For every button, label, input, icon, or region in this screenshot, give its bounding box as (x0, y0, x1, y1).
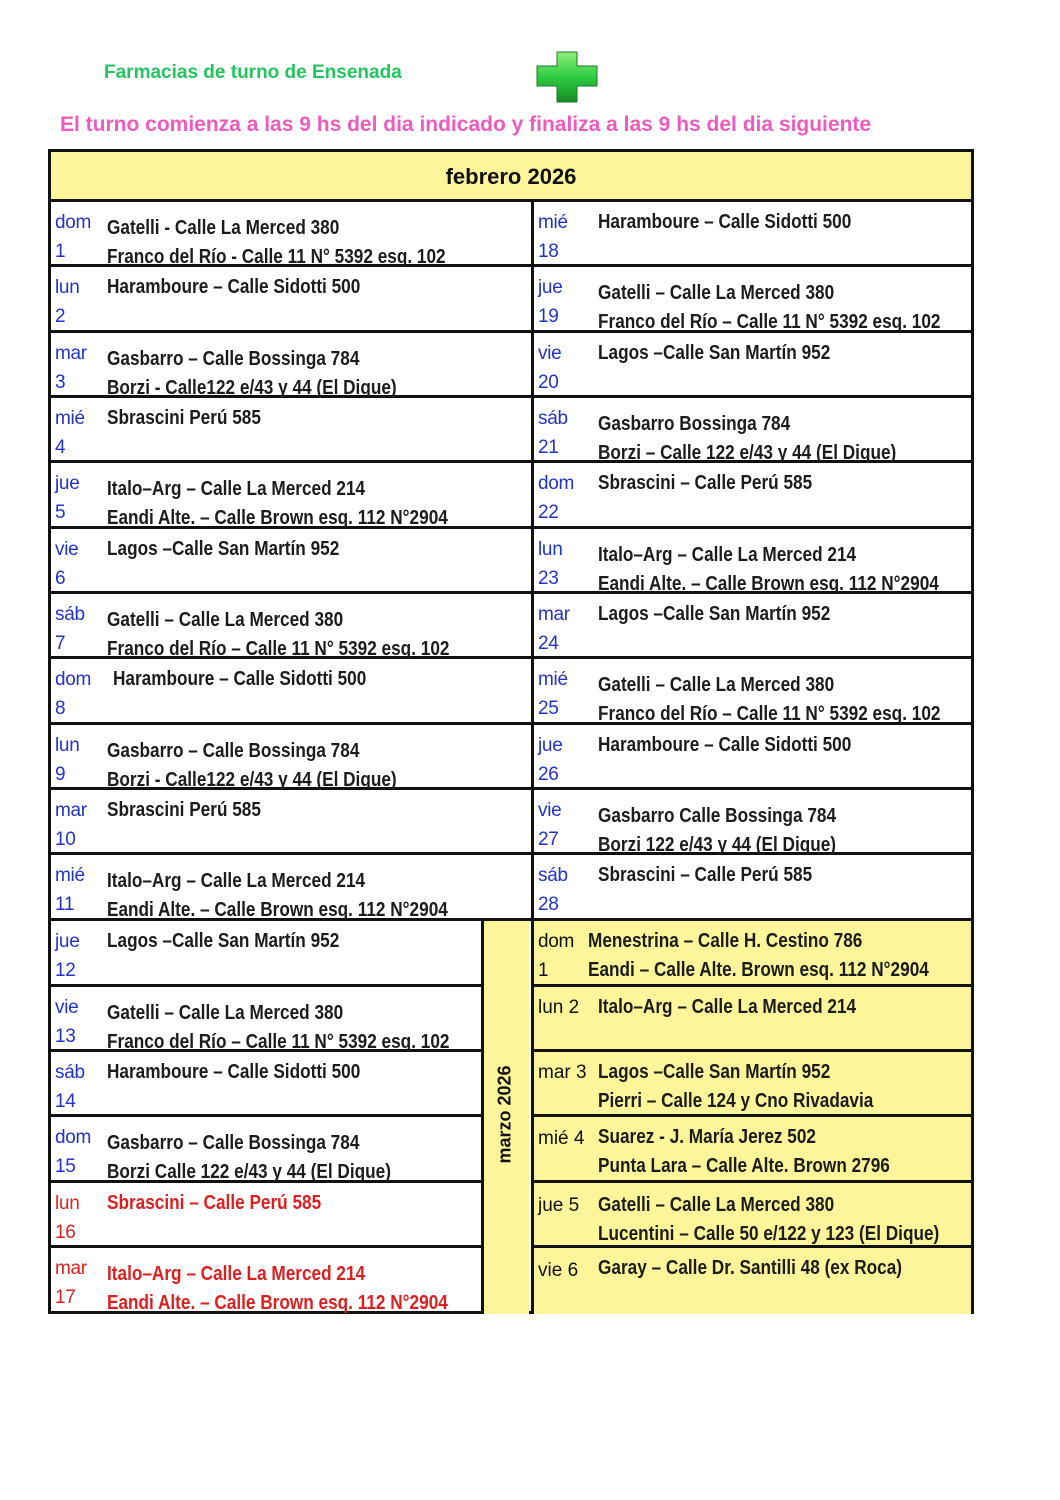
day-cell (534, 529, 971, 594)
day-cell (534, 594, 971, 659)
pharmacy-line: Sbrascini – Calle Perú 585 (598, 472, 813, 494)
marzo-day-cell (534, 1183, 971, 1248)
pharmacy-line: Gatelli – Calle La Merced 380 (107, 1002, 344, 1024)
day-cell (51, 790, 531, 855)
pharmacy-line: Sbrascini Perú 585 (107, 799, 261, 821)
day-label: vie 13 (55, 997, 79, 1047)
pharmacy-line: Italo–Arg – Calle La Merced 214 (598, 996, 857, 1018)
pharmacy-line: Italo–Arg – Calle La Merced 214 (107, 478, 366, 500)
day-cell (534, 659, 971, 725)
day-label: dom 22 (538, 473, 575, 523)
pharmacy-line: Borzi - Calle122 e/43 y 44 (El Dique) (107, 769, 397, 791)
day-cell (51, 1117, 481, 1183)
day-label: sáb 14 (55, 1062, 85, 1112)
pharmacy-line: Lagos –Calle San Martín 952 (107, 930, 340, 952)
pharmacy-line: Italo–Arg – Calle La Merced 214 (107, 1263, 366, 1285)
day-label: mar 10 (55, 800, 87, 850)
marzo-day-cell (534, 1052, 971, 1117)
day-label: vie 20 (538, 343, 562, 393)
schedule-table (48, 149, 974, 1314)
pharmacy-line: Borzi - Calle122 e/43 y 44 (El Dique) (107, 377, 397, 399)
marzo-day-cell (534, 921, 971, 987)
day-label: vie 6 (55, 539, 79, 589)
day-label: vie 6 (538, 1260, 579, 1281)
day-cell (51, 1052, 481, 1117)
day-cell (534, 855, 971, 921)
day-cell (534, 463, 971, 529)
day-label: sáb 28 (538, 865, 568, 915)
pharmacy-line: Gasbarro – Calle Bossinga 784 (107, 740, 360, 762)
day-label: lun 16 (55, 1193, 80, 1243)
column-divider (481, 921, 484, 1314)
pharmacy-line: Lagos –Calle San Martín 952 (598, 603, 831, 625)
page-title: Farmacias de turno de Ensenada (104, 62, 402, 83)
marzo-day-cell (534, 1248, 971, 1314)
pharmacy-line: Gasbarro – Calle Bossinga 784 (107, 1132, 360, 1154)
day-cell-holiday (51, 1183, 481, 1248)
day-cell (51, 463, 531, 529)
pharmacy-line: Lucentini – Calle 50 e/122 y 123 (El Dique) (598, 1223, 940, 1245)
day-cell (51, 725, 531, 790)
marzo-day-cell (534, 987, 971, 1052)
pharmacy-line: Sbrascini Perú 585 (107, 407, 261, 429)
pharmacy-line: Gasbarro – Calle Bossinga 784 (107, 348, 360, 370)
pharmacy-line: Borzi – Calle 122 e/43 y 44 (El Dique) (598, 442, 897, 464)
day-cell (534, 202, 971, 267)
pharmacy-line: Franco del Río – Calle 11 N° 5392 esq. 102 (598, 311, 941, 333)
pharmacy-line: Gatelli – Calle La Merced 380 (598, 1194, 835, 1216)
pharmacy-line: Menestrina – Calle H. Cestino 786 (588, 930, 863, 952)
marzo-day-cell (534, 1117, 971, 1183)
pharmacy-line: Gasbarro Bossinga 784 (598, 413, 791, 435)
day-label: sáb 21 (538, 408, 568, 458)
day-label: mié 25 (538, 669, 568, 719)
day-label: dom 1 (55, 212, 92, 262)
day-label: jue 5 (55, 473, 80, 523)
day-cell (534, 267, 971, 333)
day-cell (51, 202, 531, 267)
day-cell-holiday (51, 1248, 481, 1314)
pharmacy-line: Gasbarro Calle Bossinga 784 (598, 805, 837, 827)
day-label: mié 18 (538, 212, 568, 262)
pharmacy-line: Suarez - J. María Jerez 502 (598, 1126, 816, 1148)
pharmacy-line: Lagos –Calle San Martín 952 (107, 538, 340, 560)
pharmacy-line: Franco del Río – Calle 11 N° 5392 esq. 102 (107, 1031, 450, 1053)
day-label: dom 8 (55, 669, 92, 719)
day-cell (51, 921, 481, 987)
day-label: jue 5 (538, 1195, 580, 1216)
day-label: mié 4 (55, 408, 85, 458)
day-label: mié 11 (55, 865, 85, 915)
day-cell (51, 267, 531, 333)
day-label: lun 9 (55, 735, 80, 785)
day-label: vie 27 (538, 800, 562, 850)
marzo-label: marzo 2026 (494, 1065, 515, 1164)
pharmacy-line: Franco del Río – Calle 11 N° 5392 esq. 102 (107, 638, 450, 660)
pharmacy-line: Gatelli – Calle La Merced 380 (598, 674, 835, 696)
pharmacy-line: Borzi Calle 122 e/43 y 44 (El Dique) (107, 1161, 391, 1183)
day-label: jue 19 (538, 277, 563, 327)
pharmacy-line: Franco del Río - Calle 11 N° 5392 esq. 102 (107, 246, 446, 268)
day-label: jue 12 (55, 931, 80, 981)
row-divider (481, 918, 531, 921)
day-cell (51, 987, 481, 1052)
day-cell (534, 398, 971, 463)
pharmacy-line: Gatelli – Calle La Merced 380 (598, 282, 835, 304)
day-label: mar 3 (538, 1062, 587, 1083)
day-cell (51, 529, 531, 594)
pharmacy-line: Borzi 122 e/43 y 44 (El Dique) (598, 834, 837, 856)
day-cell (51, 398, 531, 463)
day-label: mar 17 (55, 1258, 87, 1308)
day-label: mié 4 (538, 1128, 585, 1149)
pharmacy-line: Lagos –Calle San Martín 952 (598, 342, 831, 364)
day-label: lun 2 (55, 277, 80, 327)
day-label: lun 2 (538, 997, 580, 1018)
day-cell (51, 333, 531, 398)
pharmacy-line: Haramboure – Calle Sidotti 500 (113, 668, 367, 690)
pharmacy-line: Garay – Calle Dr. Santilli 48 (ex Roca) (598, 1257, 903, 1279)
pharmacy-line: Gatelli – Calle La Merced 380 (107, 609, 344, 631)
day-cell (51, 594, 531, 659)
pharmacy-line: Sbrascini – Calle Perú 585 (107, 1192, 322, 1214)
pharmacy-line: Italo–Arg – Calle La Merced 214 (107, 870, 366, 892)
pharmacy-line: Pierri – Calle 124 y Cno Rivadavia (598, 1090, 874, 1112)
day-cell (51, 855, 531, 921)
day-cell (534, 725, 971, 790)
month-header: febrero 2026 (51, 152, 971, 202)
day-cell (534, 790, 971, 855)
pharmacy-line: Haramboure – Calle Sidotti 500 (598, 211, 852, 233)
column-divider (531, 202, 534, 1314)
green-pharmacy-cross-icon (535, 50, 599, 104)
pharmacy-line: Punta Lara – Calle Alte. Brown 2796 (598, 1155, 890, 1177)
day-label: jue 26 (538, 735, 563, 785)
pharmacy-line: Eandi Alte. – Calle Brown esq. 112 N°2904 (107, 507, 448, 529)
shift-notice: El turno comienza a las 9 hs del dia indicado y finaliza a las 9 hs del dia siguiente (60, 113, 872, 136)
pharmacy-line: Eandi Alte. – Calle Brown esq. 112 N°2904 (107, 1292, 448, 1314)
day-label: lun 23 (538, 539, 563, 589)
pharmacy-line: Italo–Arg – Calle La Merced 214 (598, 544, 857, 566)
pharmacy-line: Sbrascini – Calle Perú 585 (598, 864, 813, 886)
day-label: mar 24 (538, 604, 570, 654)
day-label: dom 1 (538, 931, 575, 981)
pharmacy-line: Lagos –Calle San Martín 952 (598, 1061, 831, 1083)
pharmacy-line: Haramboure – Calle Sidotti 500 (598, 734, 852, 756)
day-label: mar 3 (55, 343, 87, 393)
day-cell (534, 333, 971, 398)
day-label: dom 15 (55, 1127, 92, 1177)
pharmacy-line: Eandi – Calle Alte. Brown esq. 112 N°2904 (588, 959, 929, 981)
pharmacy-line: Haramboure – Calle Sidotti 500 (107, 276, 361, 298)
pharmacy-line: Franco del Río – Calle 11 N° 5392 esq. 102 (598, 703, 941, 725)
pharmacy-line: Gatelli - Calle La Merced 380 (107, 217, 340, 239)
pharmacy-line: Haramboure – Calle Sidotti 500 (107, 1061, 361, 1083)
pharmacy-line: Eandi Alte. – Calle Brown esq. 112 N°2904 (107, 899, 448, 921)
day-label: sáb 7 (55, 604, 85, 654)
pharmacy-line: Eandi Alte. – Calle Brown esq. 112 N°2904 (598, 573, 939, 595)
day-cell (51, 659, 531, 725)
